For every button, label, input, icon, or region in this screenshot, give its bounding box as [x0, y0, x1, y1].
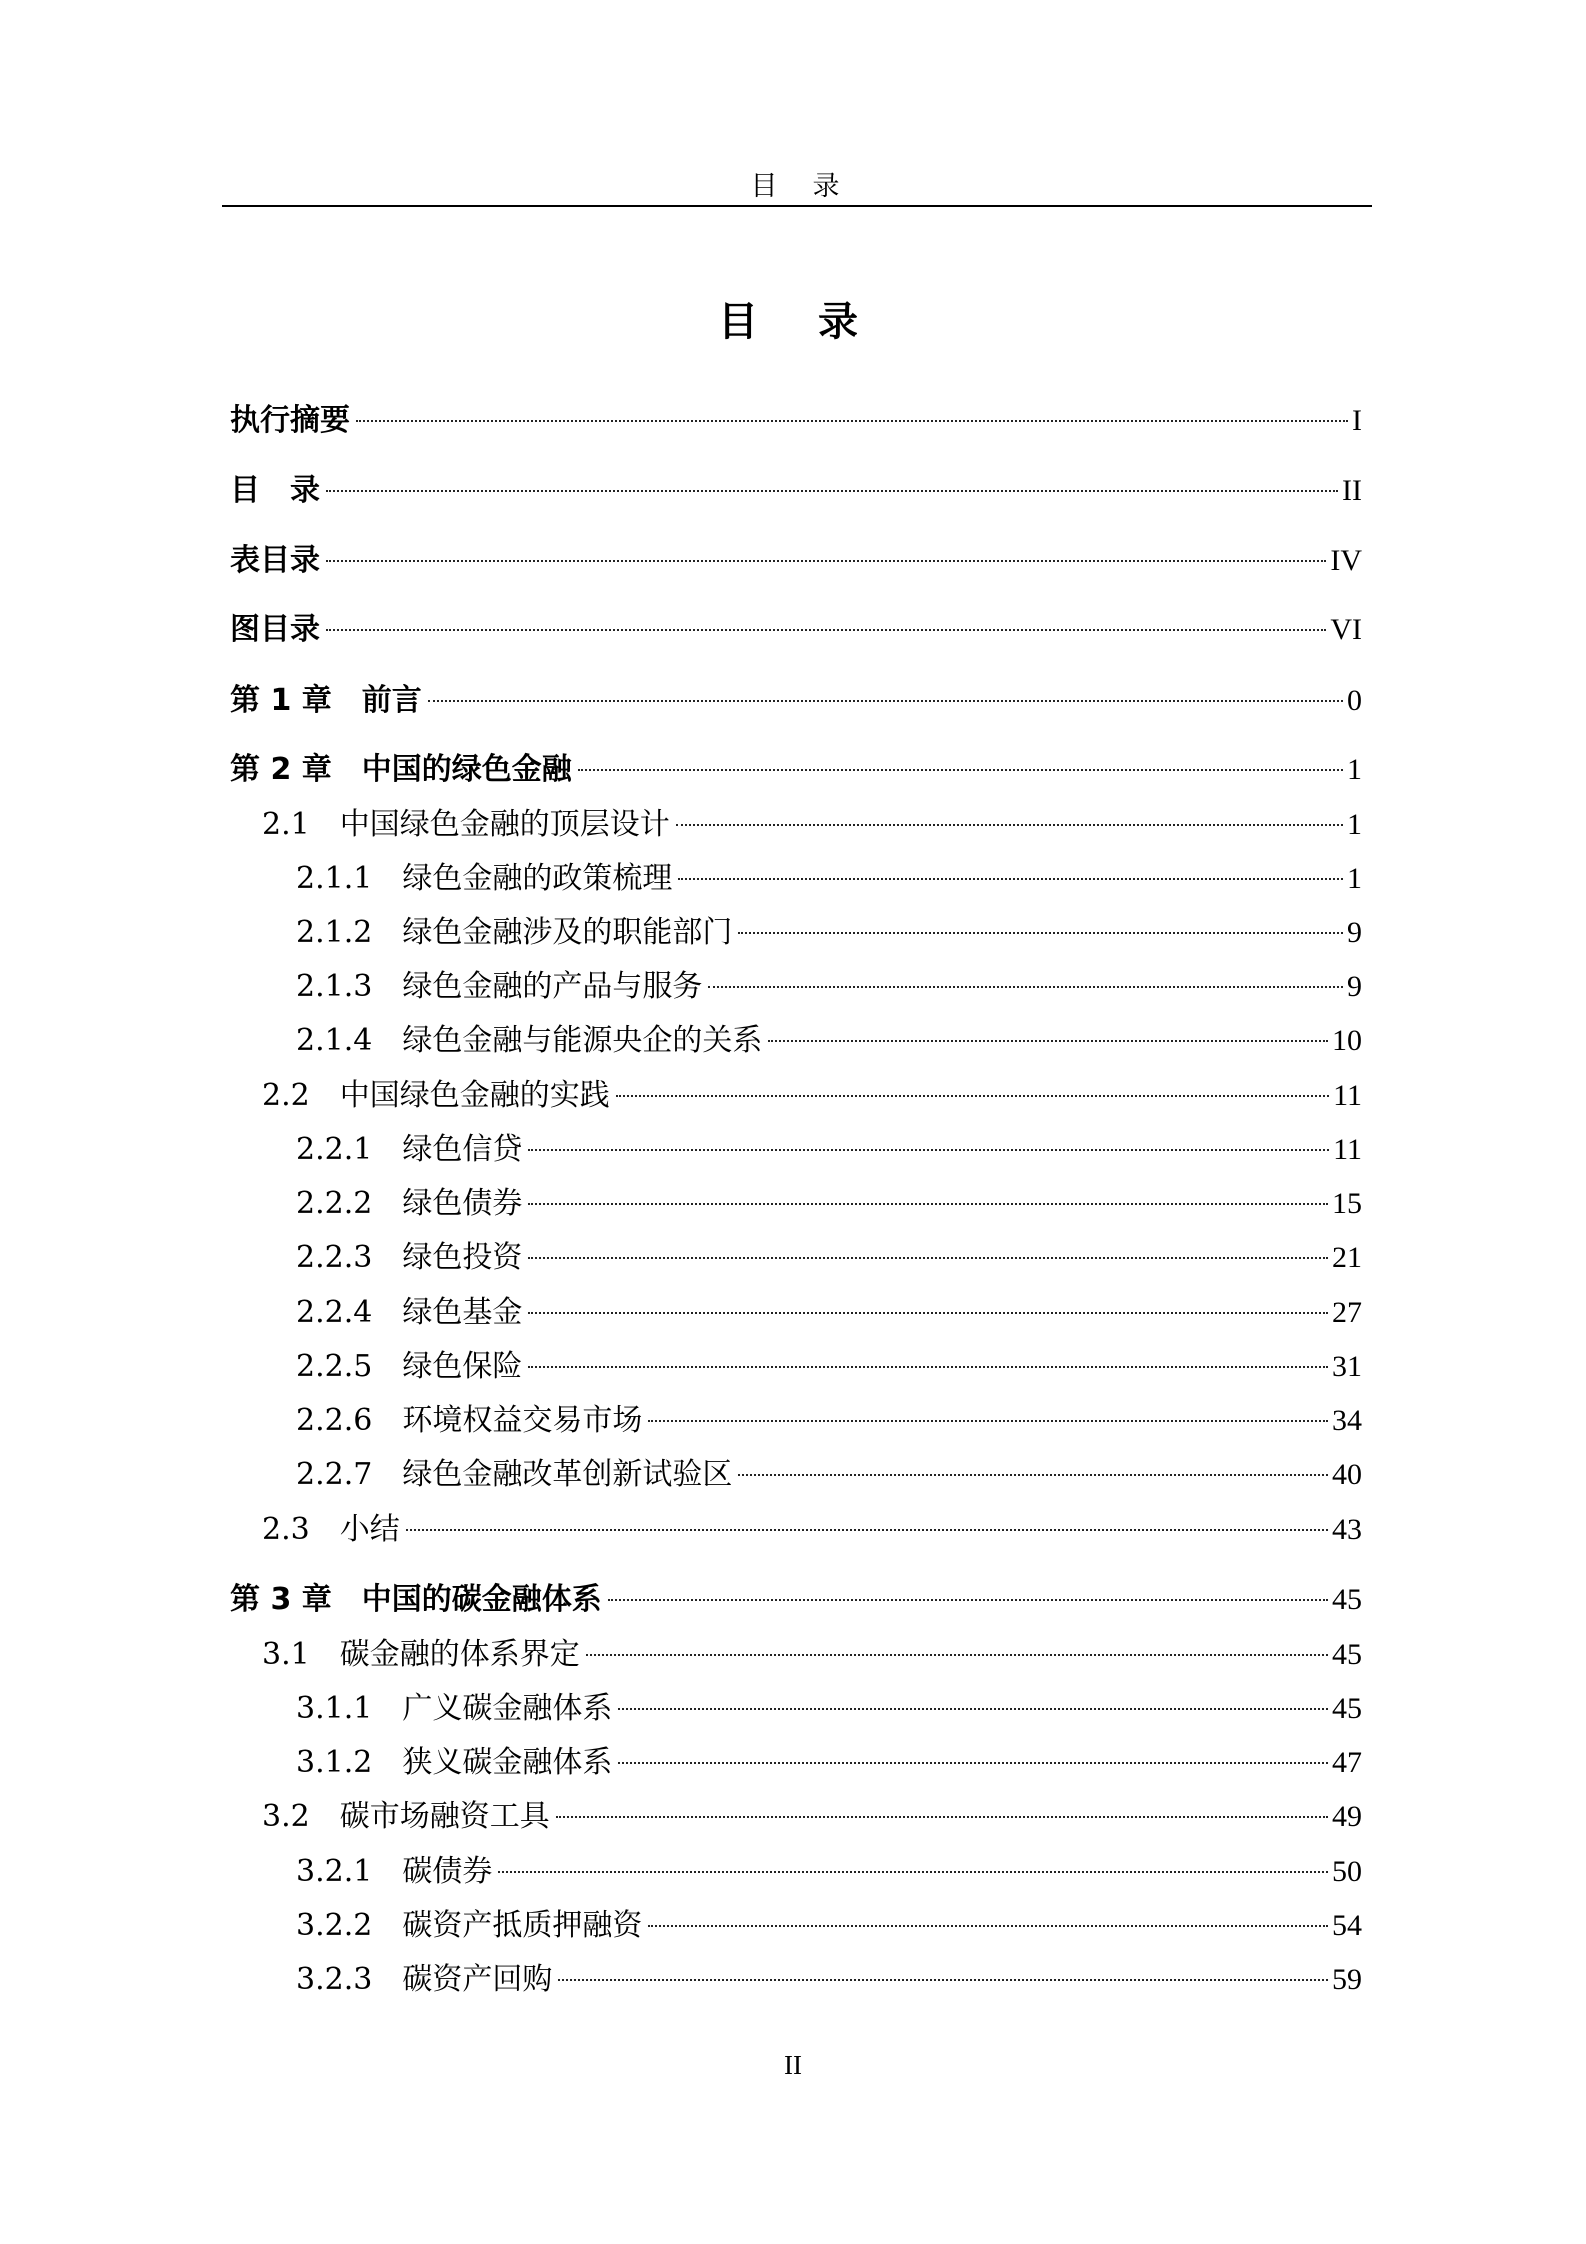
dot-leader	[738, 932, 1343, 934]
dot-leader	[556, 1816, 1328, 1818]
dot-leader	[326, 490, 1338, 492]
dot-leader	[528, 1366, 1328, 1368]
toc-entry-title: 第 1 章 前言	[230, 683, 422, 718]
toc-entry[interactable]	[296, 1235, 1362, 1281]
dot-leader	[326, 560, 1326, 562]
toc-entry[interactable]	[230, 398, 1362, 444]
toc-entry-page: 9	[1347, 970, 1362, 1003]
toc-entry[interactable]	[262, 802, 1362, 848]
dot-leader	[678, 878, 1343, 880]
toc-entry-title: 2.2.5 绿色保险	[296, 1349, 523, 1384]
dot-leader	[648, 1925, 1328, 1927]
toc-entry-title: 2.2 中国绿色金融的实践	[262, 1078, 610, 1113]
toc-entry[interactable]	[296, 1290, 1362, 1336]
toc-entry-title: 2.1.2 绿色金融涉及的职能部门	[296, 915, 733, 950]
toc-entry[interactable]	[296, 856, 1362, 902]
toc-entry-page: 9	[1347, 916, 1362, 949]
toc-entry-title: 2.1.3 绿色金融的产品与服务	[296, 969, 703, 1004]
dot-leader	[708, 986, 1343, 988]
toc-entry[interactable]	[296, 910, 1362, 956]
toc-entry[interactable]	[296, 1903, 1362, 1949]
toc-entry[interactable]	[230, 678, 1362, 724]
toc-entry-title: 2.1.1 绿色金融的政策梳理	[296, 861, 673, 896]
dot-leader	[406, 1529, 1328, 1531]
toc-entry[interactable]	[230, 747, 1362, 793]
toc-entry[interactable]	[296, 1740, 1362, 1786]
toc-entry-page: 45	[1332, 1638, 1362, 1671]
toc-entry-title: 第 3 章 中国的碳金融体系	[230, 1582, 602, 1617]
toc-entry[interactable]	[262, 1632, 1362, 1678]
toc-entry-title: 2.2.7 绿色金融改革创新试验区	[296, 1457, 733, 1492]
toc-entry[interactable]	[296, 1344, 1362, 1390]
toc-entry-page: 0	[1347, 684, 1362, 717]
toc-entry-page: 27	[1332, 1296, 1362, 1329]
toc-entry[interactable]	[296, 1452, 1362, 1498]
dot-leader	[326, 629, 1326, 631]
toc-entry[interactable]	[230, 1577, 1362, 1623]
toc-entry-title: 3.2.3 碳资产回购	[296, 1962, 553, 1997]
dot-leader	[528, 1257, 1328, 1259]
toc-entry-page: 1	[1347, 808, 1362, 841]
toc-entry-title: 3.1.1 广义碳金融体系	[296, 1691, 613, 1726]
toc-entry[interactable]	[230, 607, 1362, 653]
toc-entry-page: 34	[1332, 1404, 1362, 1437]
toc-entry[interactable]	[230, 468, 1362, 514]
toc-entry-page: 40	[1332, 1458, 1362, 1491]
page-number: II	[784, 2050, 802, 2080]
dot-leader	[428, 700, 1343, 702]
toc-entry[interactable]	[296, 1398, 1362, 1444]
toc-entry[interactable]	[262, 1073, 1362, 1119]
toc-entry-title: 3.2.1 碳债券	[296, 1854, 493, 1889]
dot-leader	[586, 1654, 1328, 1656]
toc-entry-title: 3.2 碳市场融资工具	[262, 1799, 550, 1834]
toc-entry-title: 2.2.2 绿色债券	[296, 1186, 523, 1221]
toc-entry-title: 第 2 章 中国的绿色金融	[230, 752, 572, 787]
toc-entry-title: 2.2.4 绿色基金	[296, 1295, 523, 1330]
dot-leader	[528, 1203, 1328, 1205]
toc-entry[interactable]	[296, 1127, 1362, 1173]
dot-leader	[528, 1312, 1328, 1314]
toc-entry-page: IV	[1330, 544, 1362, 577]
toc-entry-title: 2.3 小结	[262, 1512, 400, 1547]
toc-entry-title: 2.2.6 环境权益交易市场	[296, 1403, 643, 1438]
toc-entry-page: 43	[1332, 1513, 1362, 1546]
dot-leader	[738, 1474, 1328, 1476]
toc-entry-page: 11	[1333, 1079, 1362, 1112]
toc-entry-page: 21	[1332, 1241, 1362, 1274]
toc-entry[interactable]	[296, 1686, 1362, 1732]
dot-leader	[648, 1420, 1328, 1422]
toc-entry[interactable]	[296, 964, 1362, 1010]
toc-entry[interactable]	[296, 1957, 1362, 2003]
dot-leader	[498, 1871, 1328, 1873]
toc-entry-title: 2.2.1 绿色信贷	[296, 1132, 523, 1167]
toc-entry-page: 1	[1347, 753, 1362, 786]
toc-entry-page: 1	[1347, 862, 1362, 895]
dot-leader	[356, 420, 1348, 422]
toc-entry-title: 3.2.2 碳资产抵质押融资	[296, 1908, 643, 1943]
toc-entry-title: 2.1 中国绿色金融的顶层设计	[262, 807, 670, 842]
toc-title: 目 录	[718, 299, 868, 345]
toc-entry-title: 执行摘要	[230, 403, 350, 438]
toc-entry-page: 45	[1332, 1583, 1362, 1616]
dot-leader	[608, 1599, 1328, 1601]
toc-entry-page: 59	[1332, 1963, 1362, 1996]
toc-entry[interactable]	[262, 1794, 1362, 1840]
toc-entry-page: 10	[1332, 1024, 1362, 1057]
toc-entry-page: 49	[1332, 1800, 1362, 1833]
toc-entry-page: 50	[1332, 1855, 1362, 1888]
toc-entry-page: 11	[1333, 1133, 1362, 1166]
toc-entry-title: 表目录	[230, 543, 320, 578]
toc-entry-page: 15	[1332, 1187, 1362, 1220]
toc-entry-title: 2.2.3 绿色投资	[296, 1240, 523, 1275]
toc-entry-page: I	[1352, 404, 1362, 437]
toc-entry-page: 31	[1332, 1350, 1362, 1383]
header-rule	[222, 205, 1372, 207]
toc-entry-page: 47	[1332, 1746, 1362, 1779]
dot-leader	[676, 824, 1343, 826]
toc-entry-title: 图目录	[230, 612, 320, 647]
toc-entry-title: 目 录	[230, 473, 320, 508]
toc-entry[interactable]	[230, 538, 1362, 584]
dot-leader	[578, 769, 1343, 771]
running-header: 目 录	[750, 171, 844, 202]
dot-leader	[618, 1762, 1328, 1764]
toc-entry-page: VI	[1330, 613, 1362, 646]
toc-entry-page: II	[1342, 474, 1362, 507]
toc-entry-title: 3.1.2 狭义碳金融体系	[296, 1745, 613, 1780]
toc-entry-title: 3.1 碳金融的体系界定	[262, 1637, 580, 1672]
dot-leader	[558, 1979, 1328, 1981]
toc-entry-page: 45	[1332, 1692, 1362, 1725]
dot-leader	[528, 1149, 1329, 1151]
dot-leader	[616, 1095, 1329, 1097]
toc-entry-page: 54	[1332, 1909, 1362, 1942]
toc-entry[interactable]	[296, 1181, 1362, 1227]
dot-leader	[768, 1040, 1328, 1042]
toc-entry[interactable]	[296, 1849, 1362, 1895]
toc-entry[interactable]	[296, 1018, 1362, 1064]
toc-entry-title: 2.1.4 绿色金融与能源央企的关系	[296, 1023, 763, 1058]
toc-entry[interactable]	[262, 1507, 1362, 1553]
dot-leader	[618, 1708, 1328, 1710]
